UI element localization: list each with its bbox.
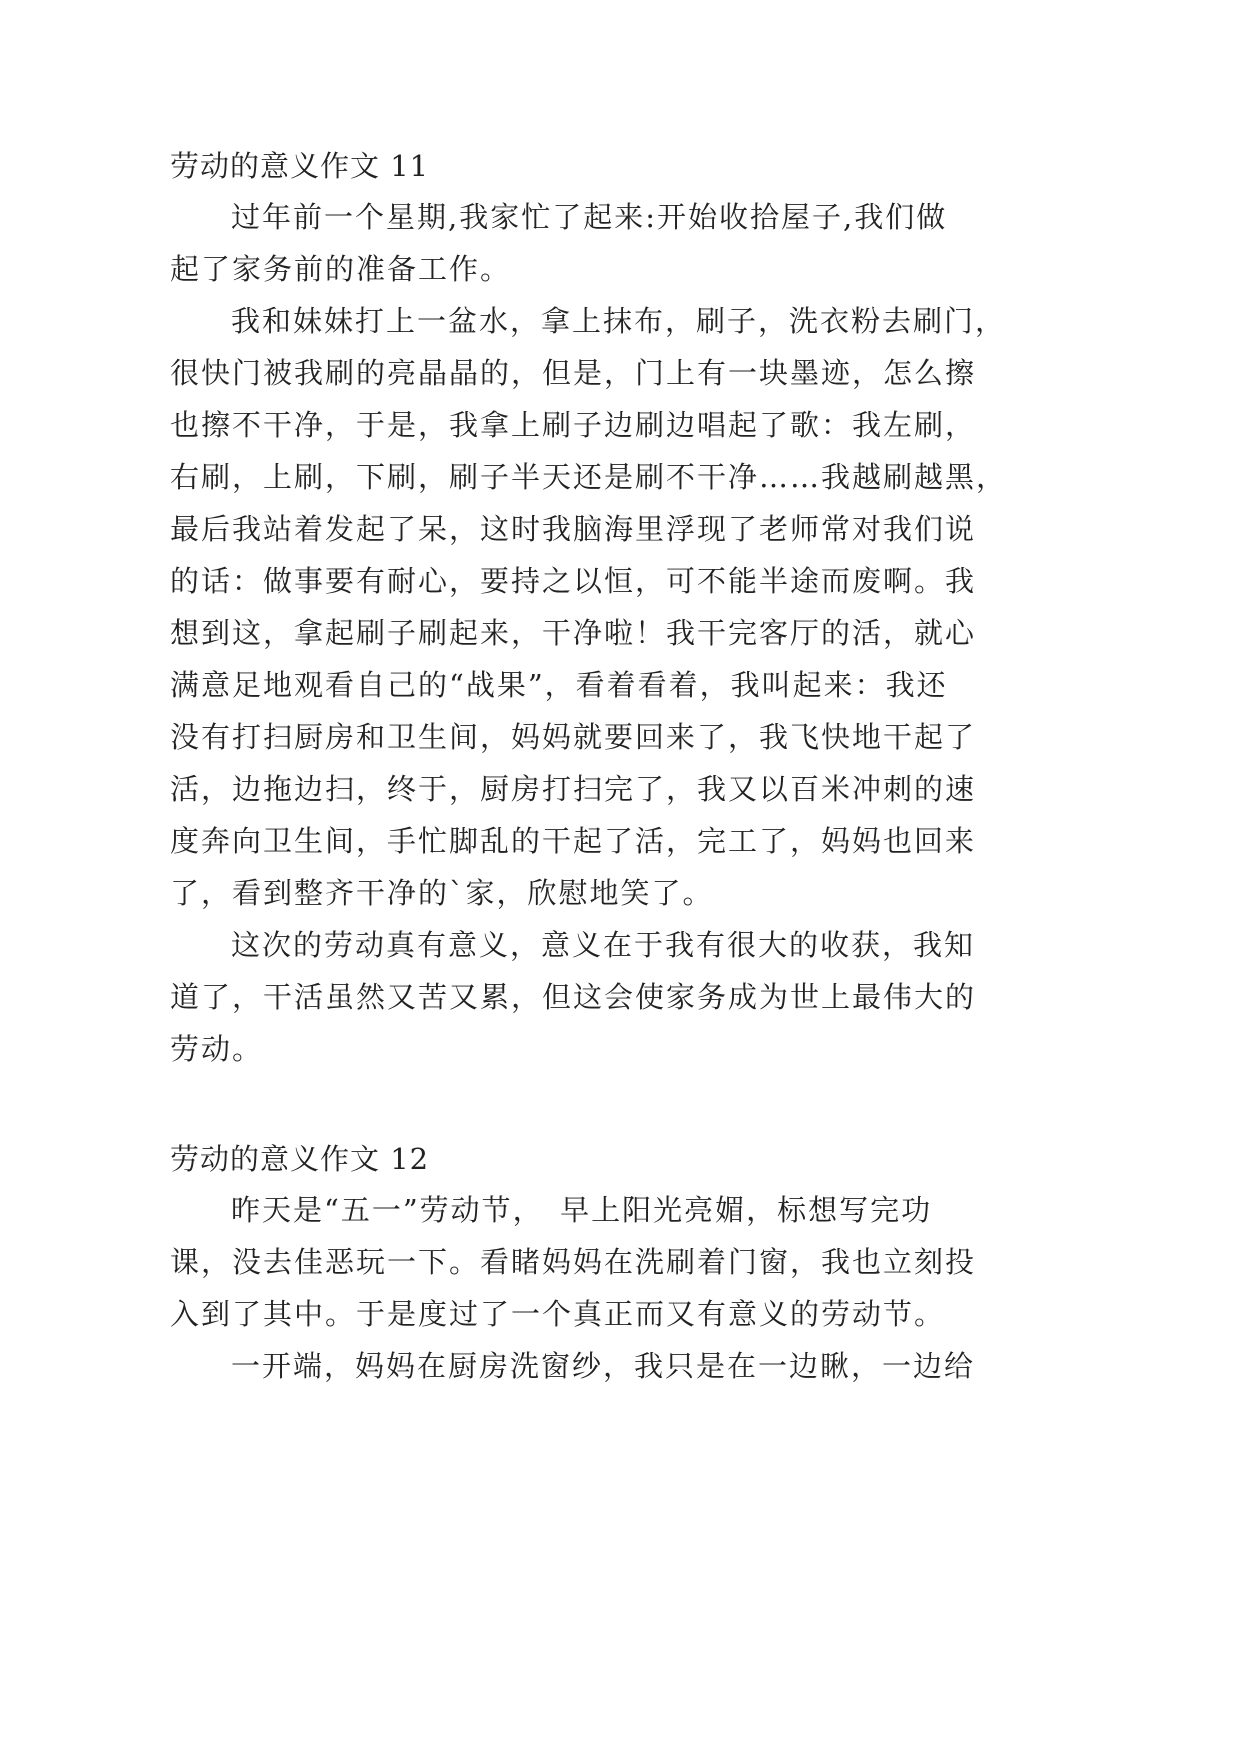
paragraph-line: 活，边拖边扫，终于，厨房打扫完了，我又以百米冲刺的速 [170,772,977,806]
paragraph-line: 过年前一个星期,我家忙了起来:开始收拾屋子,我们做 [231,200,948,234]
section-title: 劳动的意义作文 12 [170,1142,430,1176]
paragraph-line: 没有打扫厨房和卫生间，妈妈就要回来了，我飞快地干起了 [170,720,977,754]
paragraph-line: 右刷，上刷，下刷，刷子半天还是刷不干净……我越刷越黑， [170,460,1008,494]
section-title: 劳动的意义作文 11 [170,149,430,183]
paragraph-line: 我和妹妹打上一盆水，拿上抹布，刷子，洗衣粉去刷门， [231,304,1007,338]
paragraph-line: 满意足地观看自己的“战果”，看着看着，我叫起来：我还 [170,668,948,702]
paragraph-line: 劳动。 [170,1032,264,1066]
paragraph-line: 道了，干活虽然又苦又累，但这会使家务成为世上最伟大的 [170,980,977,1014]
paragraph-line: 一开端，妈妈在厨房洗窗纱，我只是在一边瞅，一边给 [231,1349,976,1383]
paragraph-line: 最后我站着发起了呆，这时我脑海里浮现了老师常对我们说 [170,512,977,546]
paragraph-line: 起了家务前的准备工作。 [170,252,512,286]
paragraph-line: 的话：做事要有耐心，要持之以恒，可不能半途而废啊。我 [170,564,977,598]
paragraph-line: 这次的劳动真有意义，意义在于我有很大的收获，我知 [231,928,976,962]
paragraph-line: 昨天是“五一”劳动节， 早上阳光亮媚，标想写完功 [231,1193,933,1227]
paragraph-line: 想到这，拿起刷子刷起来，干净啦！我干完客厅的活，就心 [170,616,977,650]
paragraph-line: 度奔向卫生间，手忙脚乱的干起了活，完工了，妈妈也回来 [170,824,977,858]
paragraph-line: 很快门被我刷的亮晶晶的，但是，门上有一块墨迹，怎么擦 [170,356,977,390]
paragraph-line: 课，没去佳恶玩一下。看睹妈妈在洗刷着门窗，我也立刻投 [170,1245,977,1279]
paragraph-line: 入到了其中。于是度过了一个真正而又有意义的劳动节。 [170,1297,946,1331]
paragraph-line: 了，看到整齐干净的`家，欣慰地笑了。 [170,876,714,910]
paragraph-line: 也擦不干净，于是，我拿上刷子边刷边唱起了歌：我左刷， [170,408,977,442]
